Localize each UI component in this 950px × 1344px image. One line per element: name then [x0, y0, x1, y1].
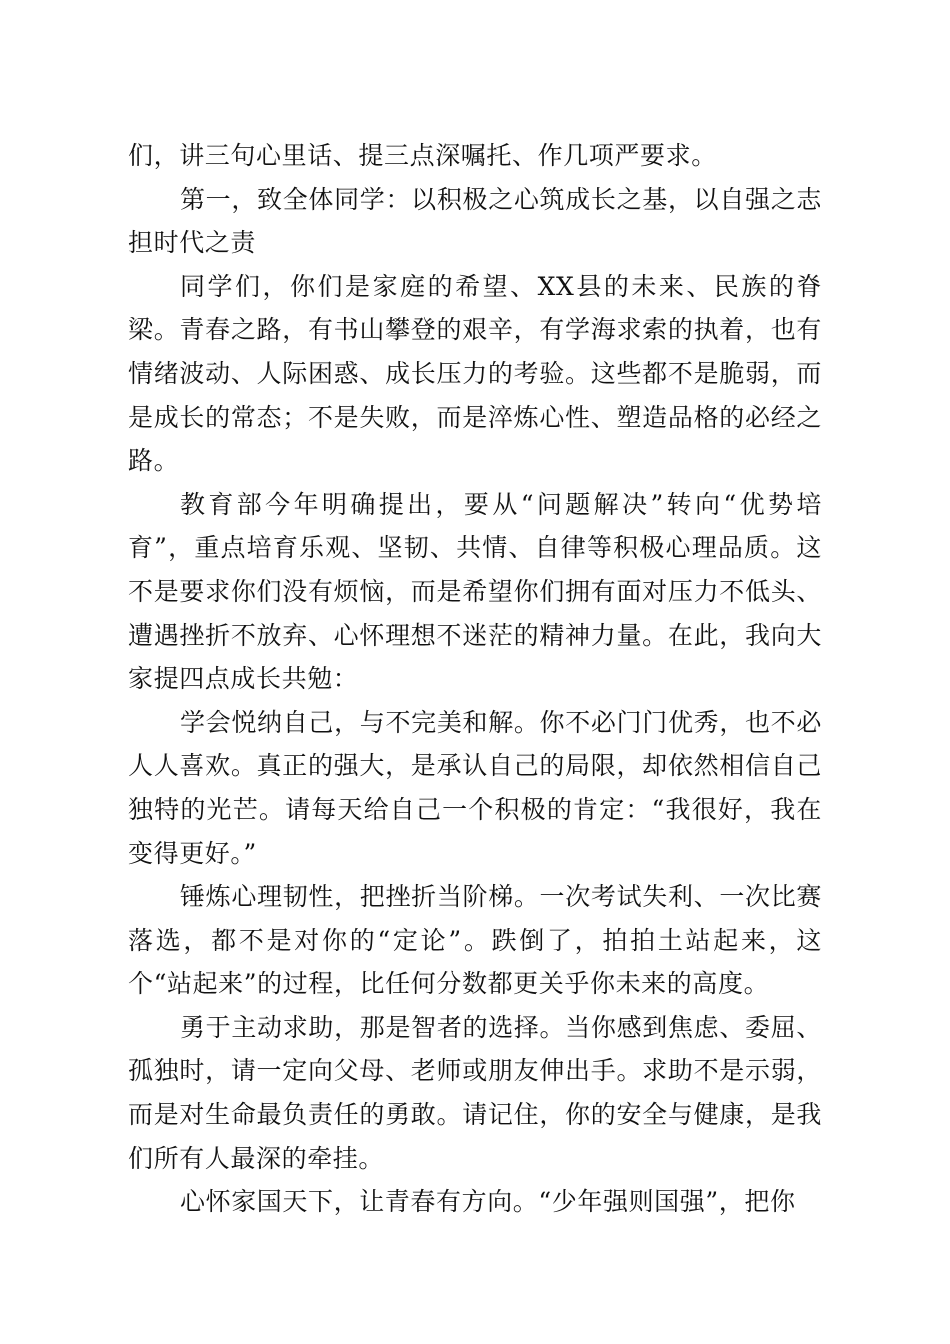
document-body [128, 134, 822, 1224]
paragraph-continuation: 们，讲三句心里话、提三点深嘱托、作几项严要求。 [128, 141, 717, 170]
section-heading: 第一，致全体同学：以积极之心筑成长之基，以自强之志担时代之责 [128, 184, 822, 258]
paragraph: 学会悦纳自己，与不完美和解。你不必门门优秀，也不必人人喜欢。真正的强大，是承认自己的局限，却依然相信自己独特的光芒。请每天给自己一个积极的肯定：“我很好，我在变得更好。” [128, 707, 822, 868]
paragraph: 心怀家国天下，让青春有方向。“少年强则国强”，把你 [180, 1187, 796, 1217]
paragraph: 教育部今年明确提出，要从“问题解决”转向“优势培育”，重点培育乐观、坚韧、共情、自律等积极心理品质。这不是要求你们没有烦恼，而是希望你们拥有面对压力不低头、遭遇挫折不放弃、心怀理想不迷茫的精神力量。在此，我向大家提四点成长共勉： [128, 489, 822, 694]
paragraph: 勇于主动求助，那是智者的选择。当你感到焦虑、委屈、孤独时，请一定向父母、老师或朋友伸出手。求助不是示弱，而是对生命最负责任的勇敢。请记住，你的安全与健康，是我们所有人最深的牵挂。 [128, 1012, 822, 1173]
paragraph: 锤炼心理韧性，把挫折当阶梯。一次考试失利、一次比赛落选，都不是对你的“定论”。跌倒了，拍拍土站起来，这个“站起来”的过程，比任何分数都更关乎你未来的高度。 [128, 882, 822, 999]
paragraph: 同学们，你们是家庭的希望、XX县的未来、民族的脊梁。青春之路，有书山攀登的艰辛，有学海求索的执着，也有情绪波动、人际困惑、成长压力的考验。这些都不是脆弱，而是成长的常态；不是失败，而是淬炼心性、塑造品格的必经之路。 [128, 271, 822, 476]
